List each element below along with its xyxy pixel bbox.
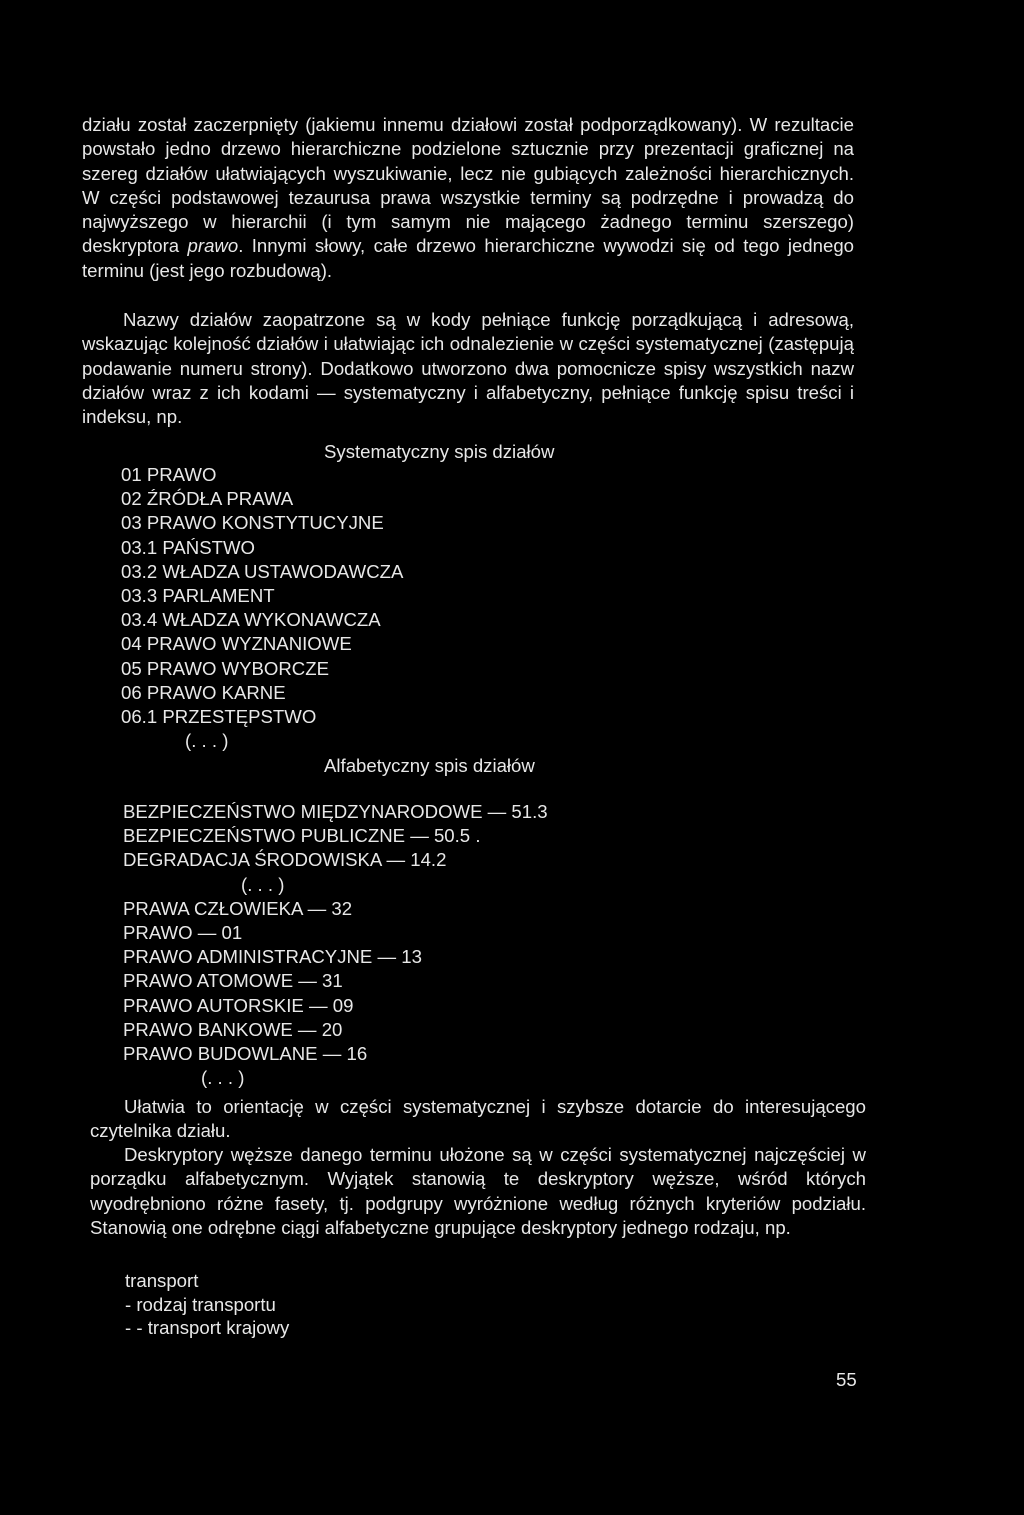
systematic-heading: Systematyczny spis działów — [324, 441, 555, 462]
alphabetic-ellipsis-b: (. . . ) — [201, 1067, 245, 1089]
paragraph-hierarchy-text: działu został zaczerpnięty (jakiemu innemu działowi został podporządkowany). W rezultacie powstało jedno drzewo hierarchiczne podzielone sztucznie przy prezentacji graficznej na szereg działów ułatwiających wyszukiwanie, lecz nie gubiących zależności hierarchicznych. W części podstawowej tezaurusa prawa wszystkie terminy są podrzędne i prowadzą do najwyższego w hierarchii (i tym samym nie mającego żadnego terminu szerszego) deskryptora — [82, 114, 854, 257]
list-item: BEZPIECZEŃSTWO PUBLICZNE — 50.5 . — [123, 825, 481, 847]
list-item: 06.1 PRZESTĘPSTWO — [121, 706, 317, 728]
alphabetic-ellipsis-a: (. . . ) — [241, 873, 285, 895]
paragraph-codes: Nazwy działów zaopatrzone są w kody pełniące funkcję porządkującą i adresową, wskazując kolejność działów i ułatwiając ich odnalezienie w części systematycznej (zastępują podawanie numeru strony). Dodatkowo utworzono dwa pomocnicze spisy wszystkich nazw działów wraz z ich kodami — systematyczny i alfabetyczny, pełniące funkcję spisu treści i indeksu, np. — [82, 309, 854, 428]
list-item: 06 PRAWO KARNE — [121, 681, 286, 703]
list-item: - - transport krajowy — [125, 1317, 290, 1339]
list-item: 03.2 WŁADZA USTAWODAWCZA — [121, 560, 404, 582]
list-item: PRAWO ATOMOWE — 31 — [123, 970, 343, 992]
list-item: 03.1 PAŃSTWO — [121, 536, 255, 558]
facet-list — [125, 1269, 289, 1340]
list-item: PRAWO BUDOWLANE — 16 — [123, 1043, 368, 1065]
list-item: PRAWO ADMINISTRACYJNE — 13 — [123, 946, 422, 968]
list-item: 05 PRAWO WYBORCZE — [121, 657, 329, 679]
alphabetic-list-a — [123, 800, 548, 1090]
systematic-ellipsis: (. . . ) — [185, 730, 229, 752]
term-prawo: prawo — [187, 235, 239, 257]
paragraph-hierarchy-tail: . Innymi słowy, całe drzewo hierarchiczne wywodzi się od tego jednego terminu (jest jego rozbudową). — [82, 235, 854, 281]
list-item: DEGRADACJA ŚRODOWISKA — 14.2 — [123, 849, 447, 871]
list-item: transport — [125, 1270, 199, 1291]
list-item: PRAWO BANKOWE — 20 — [123, 1018, 343, 1040]
list-item: - rodzaj transportu — [125, 1293, 276, 1315]
list-item: 01 PRAWO — [121, 464, 217, 485]
paragraph-narrower-terms: Deskryptory węższe danego terminu ułożone są w części systematycznej najczęściej w porządku alfabetycznym. Wyjątek stanowią te deskryptory węższe, wśród których wyodrębniono różne fasety, tj. podgrupy wyróżnione według różnych kryteriów podziału. Stanowią one odrębne ciągi alfabetyczne grupujące deskryptory jednego rodzaju, np. — [90, 1144, 866, 1238]
list-item: 04 PRAWO WYZNANIOWE — [121, 633, 352, 655]
list-item: 02 ŹRÓDŁA PRAWA — [121, 488, 294, 510]
list-item: PRAWA CZŁOWIEKA — 32 — [123, 897, 353, 919]
list-item: 03 PRAWO KONSTYTUCYJNE — [121, 512, 384, 534]
page-number: 55 — [836, 1369, 857, 1390]
alphabetic-heading: Alfabetyczny spis działów — [324, 755, 535, 776]
paragraph-orientation: Ułatwia to orientację w części systematycznej i szybsze dotarcie do interesującego czytelnika działu. — [90, 1096, 866, 1142]
systematic-list — [121, 463, 403, 753]
list-item: BEZPIECZEŃSTWO MIĘDZYNARODOWE — 51.3 — [123, 801, 548, 822]
list-item: PRAWO — 01 — [123, 922, 243, 944]
list-item: 03.3 PARLAMENT — [121, 585, 275, 607]
list-item: 03.4 WŁADZA WYKONAWCZA — [121, 609, 381, 631]
paragraph-hierarchy — [82, 113, 854, 283]
list-item: PRAWO AUTORSKIE — 09 — [123, 994, 354, 1016]
